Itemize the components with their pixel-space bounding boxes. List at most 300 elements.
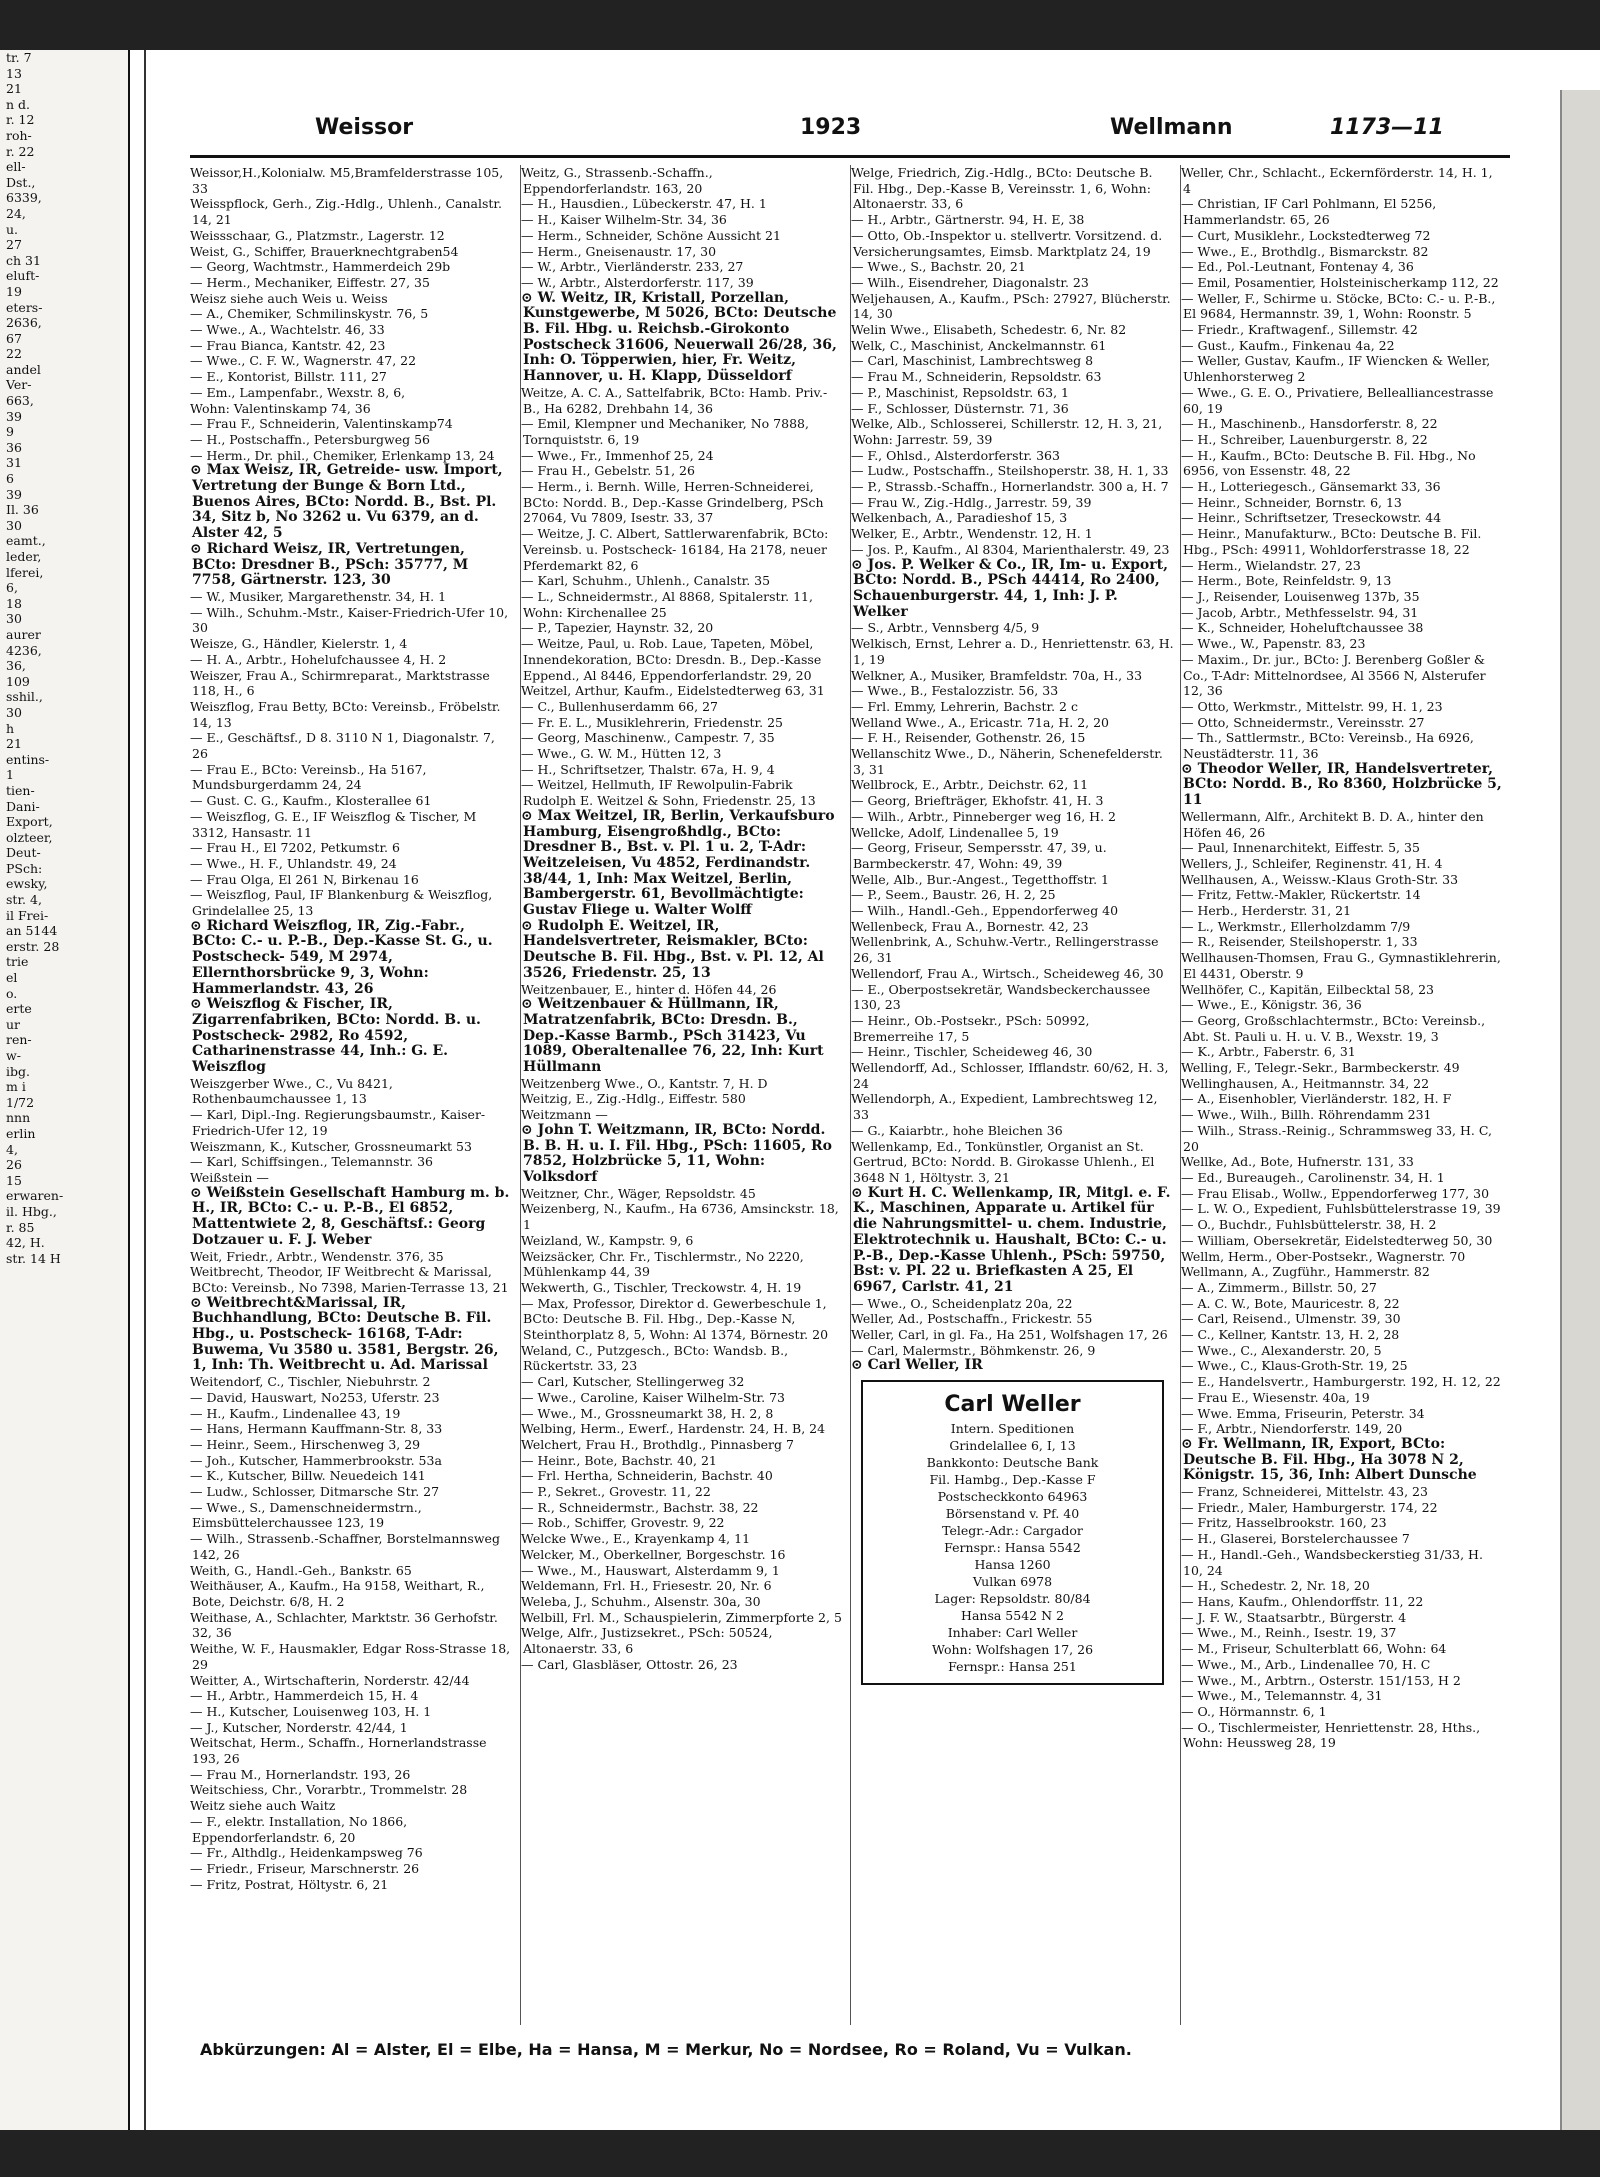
directory-entry: — Em., Lampenfabr., Wexstr. 8, 6, [190,384,406,400]
directory-entry: Weitzner, Chr., Wäger, Repsoldstr. 45 [521,1185,756,1201]
left-page-fragment-line: str. 14 H [6,1250,61,1266]
directory-entry: — Carl, Glasbläser, Ottostr. 26, 23 [521,1656,738,1672]
directory-entry: Wellhausen-Thomsen, Frau G., Gymnastiklehrerin, El 4431, Oberstr. 9 [1181,950,1501,981]
directory-entry: — Heinr., Schriftsetzer, Treseckowstr. 44 [1181,510,1442,526]
directory-entry: Weist, G., Schiffer, Brauerknechtgraben54 [190,243,459,259]
directory-entry: — Carl, Maschinist, Lambrechtsweg 8 [851,353,1094,369]
left-page-fragment-line: sshil., [6,689,43,705]
directory-entry: Welling, F., Telegr.-Sekr., Barmbeckerstr. 49 [1181,1060,1460,1076]
directory-entry: — Herm., Gneisenaustr. 17, 30 [521,243,717,259]
left-page-fragment-line: erstr. 28 [6,938,60,954]
directory-entry: Welke, Alb., Schlosserei, Schillerstr. 12, H. 3, 21, Wohn: Jarrestr. 59, 39 [851,416,1163,447]
advertisement-title: Carl Weller [944,1392,1081,1418]
directory-entry: — W., Arbtr., Vierländerstr. 233, 27 [521,259,744,275]
directory-columns [190,165,1510,2025]
directory-entry: — Wwe., Caroline, Kaiser Wilhelm-Str. 73 [521,1389,785,1405]
directory-entry: ⊙ Richard Weisz, IR, Vertretungen, BCto: Dresdner B., PSch: 35777, M 7758, Gärtnerstr. 123, 30 [190,540,469,589]
directory-entry: ⊙ Carl Weller, IR [851,1357,983,1374]
directory-entry: — Friedr., Friseur, Marschnerstr. 26 [190,1860,420,1876]
directory-entry: — Wwe., W., Papenstr. 83, 23 [1181,636,1366,652]
left-page-fragment-line: ewsky, [6,876,48,892]
advertisement-line: Fernspr.: Hansa 5542 [944,1540,1081,1556]
left-page-fragment-line: tien- [6,782,35,798]
directory-entry: — Joh., Kutscher, Hammerbrookstr. 53a [190,1452,442,1468]
directory-entry: — Th., Sattlermstr., BCto: Vereinsb., Ha 6926, Neustädterstr. 11, 36 [1181,730,1474,762]
left-page-fragment-line: 39 [6,408,22,424]
left-page-fragment-line: 2636, [6,315,42,331]
header-left-keyword: Weissor [315,115,414,140]
left-page-fragment-line: erte [6,1001,32,1017]
directory-entry: — Georg, Friseur, Sempersstr. 47, 39, u. Barmbeckerstr. 47, Wohn: 49, 39 [851,840,1107,871]
directory-entry: Weller, Carl, in gl. Fa., Ha 251, Wolfshagen 17, 26 [851,1327,1168,1343]
left-page-fragment-line: Ver- [6,377,32,393]
directory-entry: ⊙ Rudolph E. Weitzel, IR, Handelsvertreter, Reismakler, BCto: Deutsche B. Fil. Hbg., Bst. v. Pl. 12, Al 3526, Friedenstr. 25, 13 [521,917,824,981]
directory-entry: — Herm., Wielandstr. 27, 23 [1181,557,1361,573]
left-page-fragment-line: ch 31 [6,252,41,268]
directory-entry: — Georg, Großschlachtermstr., BCto: Vereinsb., Abt. St. Pauli u. H. u. V. B., Wexstr. 19, 3 [1181,1012,1486,1044]
left-page-fragment-line: 42, H. [6,1235,45,1251]
directory-entry: Wellenbrink, A., Schuhw.-Vertr., Rellingerstrasse 26, 31 [851,934,1159,966]
directory-entry: ⊙ Fr. Wellmann, IR, Export, BCto: Deutsche B. Fil. Hbg., Ha 3078 N 2, Königstr. 15, 36, Inh: Albert Dunsche [1181,1435,1477,1484]
directory-entry: — Jos. P., Kaufm., Al 8304, Marienthalerstr. 49, 23 [851,541,1170,557]
left-page-fragment-line: Dani- [6,798,40,814]
directory-entry: — H., Glaserei, Borstelerchaussee 7 [1181,1531,1410,1547]
advertisement-line: Postscheckkonto 64963 [937,1489,1088,1505]
advertisement-line: Intern. Speditionen [950,1421,1075,1437]
directory-entry: — A., Zimmerm., Billstr. 50, 27 [1181,1279,1377,1295]
directory-entry: Weithase, A., Schlachter, Marktstr. 36 Gerhofstr. 32, 36 [190,1609,498,1641]
directory-entry: — Max, Professor, Direktor d. Gewerbeschule 1, BCto: Deutsche B. Fil. Hbg., Dep.-Kasse N, Steinthorplatz 8, 5, Wohn: Al 1374, Börnestr. 20 [521,1295,829,1343]
left-page-fragment-line: tr. 7 [6,50,32,65]
directory-entry: — Georg, Briefträger, Ekhofstr. 41, H. 3 [851,793,1104,809]
directory-entry: — Wwe., M., Telemannstr. 4, 31 [1181,1688,1383,1704]
left-page-fragment-line: nnn [6,1110,31,1126]
directory-entry: — Herm., Mechaniker, Eiffestr. 27, 35 [190,274,430,290]
left-page-fragment-line: o. [6,985,18,1001]
directory-entry: — Wwe., G. W. M., Hütten 12, 3 [521,746,722,762]
directory-entry: Wellendorff, Ad., Schlosser, Ifflandstr. 60/62, H. 3, 24 [851,1060,1169,1091]
directory-entry: — Weller, F., Schirme u. Stöcke, BCto: C.- u. P.-B., El 9684, Hermannstr. 39, 1, Wohn: Roonstr. 5 [1181,290,1496,322]
directory-entry: Weleba, J., Schuhm., Alsenstr. 30a, 30 [521,1593,761,1609]
directory-entry: — Wilh., Strassenb.-Schaffner, Borstelmannsweg 142, 26 [190,1531,500,1562]
directory-entry: — Wilh., Strass.-Reinig., Schrammsweg 33, H. C, 20 [1181,1122,1492,1154]
directory-entry: Wellcke, Adolf, Lindenallee 5, 19 [851,824,1059,840]
page-number: 1173—11 [1330,115,1444,140]
directory-entry: — Wwe., C. F. W., Wagnerstr. 47, 22 [190,353,417,369]
directory-entry: — Frau W., Zig.-Hdlg., Jarrestr. 59, 39 [851,494,1092,510]
directory-entry: — J. F. W., Staatsarbtr., Bürgerstr. 4 [1181,1609,1407,1625]
directory-entry: ⊙ Max Weitzel, IR, Berlin, Verkaufsburo Hamburg, Eisengroßhdlg., BCto: Dresdner B., Bst. v. Pl. 1 u. 2, T-Adr: Weitzeleisen, Vu 4852, Ferdinandstr. 38/44, 1, Inh: Max Weitzel, Berlin, Bambergerstr. 61, Bevollmächtigte: Gustav Fliege u. Walter Wolff [521,807,835,919]
advertisement-line: Fil. Hambg., Dep.-Kasse F [929,1472,1096,1488]
directory-entry: — Wwe., E., Brothdlg., Bismarckstr. 82 [1181,243,1429,259]
directory-entry: Weissor,H.,Kolonialw. M5,Bramfelderstrasse 105, 33 [190,165,504,196]
directory-entry: — Wilh., Handl.-Geh., Eppendorferweg 40 [851,903,1119,919]
directory-entry: — J., Reisender, Louisenweg 137b, 35 [1181,588,1420,604]
directory-entry: — William, Obersekretär, Eidelstedterweg 50, 30 [1181,1232,1493,1248]
directory-entry: — E., Oberpostsekretär, Wandsbeckerchaussee 130, 23 [851,981,1151,1013]
directory-entry: Weitzmann — [521,1107,608,1123]
directory-entry: Weitschat, Herm., Schaffn., Hornerlandstrasse 193, 26 [190,1735,487,1767]
directory-entry: — Frau Elisab., Wollw., Eppendorferweg 177, 30 [1181,1185,1490,1201]
directory-entry: — K., Kutscher, Billw. Neuedeich 141 [190,1468,426,1484]
column-4 [1180,165,1504,2025]
directory-entry: Weiszmann, K., Kutscher, Grossneumarkt 53 [190,1138,472,1154]
advertisement-line: Hansa 5542 N 2 [961,1608,1064,1624]
directory-entry: — Wwe., M., Hauswart, Alsterdamm 9, 1 [521,1562,780,1578]
directory-entry: Weithäuser, A., Kaufm., Ha 9158, Weithart, R., Bote, Deichstr. 6/8, H. 2 [190,1578,485,1609]
left-page-fragment-line: 30 [6,517,22,533]
directory-entry: — Wwe., E., Königstr. 36, 36 [1181,997,1362,1013]
left-page-fragment-line: 663, [6,393,34,409]
directory-entry: Wellendorph, A., Expedient, Lambrechtsweg 12, 33 [851,1091,1158,1123]
left-page-fragment-line: 27 [6,237,22,253]
left-page-fragment-line: r. 12 [6,112,35,128]
directory-entry: — Heinr., Bote, Bachstr. 40, 21 [521,1452,717,1468]
directory-entry: Welkisch, Ernst, Lehrer a. D., Henriettenstr. 63, H. 1, 19 [851,636,1174,667]
directory-entry: Weiszgerber Wwe., C., Vu 8421, Rothenbaumchaussee 1, 13 [190,1075,393,1107]
directory-entry: Weisspflock, Gerh., Zig.-Hdlg., Uhlenh., Canalstr. 14, 21 [190,196,503,228]
left-page-fragment-line: m i [6,1079,26,1095]
directory-entry: — H., Kaufm., BCto: Deutsche B. Fil. Hbg., No 6956, von Essenstr. 48, 22 [1181,447,1476,479]
directory-entry: — Wilh., Eisendreher, Diagonalstr. 23 [851,274,1089,290]
advertisement-line: Hansa 1260 [974,1557,1051,1573]
directory-entry: — Herb., Herderstr. 31, 21 [1181,903,1352,919]
directory-entry: — H., Kutscher, Louisenweg 103, H. 1 [190,1703,432,1719]
directory-entry: — P., Strassb.-Schaffn., Hornerlandstr. 300 a, H. 7 [851,479,1169,495]
directory-entry: — W., Arbtr., Alsterdorferstr. 117, 39 [521,274,754,290]
directory-entry: — Wwe., C., Alexanderstr. 20, 5 [1181,1342,1382,1358]
directory-entry: — A., Eisenhobler, Vierländerstr. 182, H. F [1181,1091,1452,1107]
directory-entry: ⊙ W. Weitz, IR, Kristall, Porzellan, Kunstgewerbe, M 5026, BCto: Deutsche B. Fil. Hbg. u. Reichsb.-Girokonto Postscheck 31606, Neuerwall 26/28, 36, Inh: O. Töpperwien, hier, Fr. Weitz, Hannover, u. H. Klapp, Düsseldorf [521,289,837,385]
left-page-fragment-line: trie [6,954,29,970]
left-page-fragment [0,50,131,2130]
column-3 [850,165,1174,2025]
directory-entry: — Wwe., S., Damenschneidermstrn., Eimsbüttelerchaussee 123, 19 [190,1499,422,1531]
directory-entry: — Frl. Hertha, Schneiderin, Bachstr. 40 [521,1468,773,1484]
left-page-fragment-line: Export, [6,814,53,830]
directory-entry: — H., Kaufm., Lindenallee 43, 19 [190,1405,401,1421]
directory-entry: — F., Ohlsd., Alsterdorferstr. 363 [851,447,1060,463]
directory-entry: — Frau H., Gebelstr. 51, 26 [521,463,695,479]
directory-entry: — Carl, Malermstr., Böhmkenstr. 26, 9 [851,1342,1096,1358]
directory-entry: — O., Tischlermeister, Henriettenstr. 28, Hths., Wohn: Heussweg 28, 19 [1181,1719,1481,1751]
directory-entry: — C., Kellner, Kantstr. 13, H. 2, 28 [1181,1327,1400,1343]
directory-entry: — H., Handl.-Geh., Wandsbeckerstieg 31/33, H. 10, 24 [1181,1546,1483,1578]
left-page-fragment-line: 6, [6,580,18,596]
left-page-fragment-line: el [6,970,18,986]
directory-entry: — H., Schreiber, Lauenburgerstr. 8, 22 [1181,431,1428,447]
directory-entry: Weitschiess, Chr., Vorarbtr., Trommelstr. 28 [190,1782,468,1798]
directory-entry: — Herm., Dr. phil., Chemiker, Erlenkamp 13, 24 [190,447,495,463]
advertisement-line: Fernspr.: Hansa 251 [948,1659,1077,1675]
directory-entry: — Wwe., C., Klaus-Groth-Str. 19, 25 [1181,1358,1408,1374]
directory-entry: — H., Lotteriegesch., Gänsemarkt 33, 36 [1181,479,1441,495]
directory-entry: — P., Maschinist, Repsoldstr. 63, 1 [851,384,1069,400]
directory-entry: Weldemann, Frl. H., Friesestr. 20, Nr. 6 [521,1578,772,1594]
directory-entry: — Frl. Emmy, Lehrerin, Bachstr. 2 c [851,698,1078,714]
left-page-fragment-line: ur [6,1016,21,1032]
directory-entry: — Hans, Kaufm., Ohlendorffstr. 11, 22 [1181,1593,1424,1609]
column-1 [190,165,513,2025]
directory-entry: — Otto, Schneidermstr., Vereinsstr. 27 [1181,714,1425,730]
directory-entry: Wellendorf, Frau A., Wirtsch., Scheideweg 46, 30 [851,965,1164,981]
directory-entry: — Wwe. Emma, Friseurin, Peterstr. 34 [1181,1405,1425,1421]
directory-entry: Weller, Chr., Schlacht., Eckernförderstr. 14, H. 1, 4 [1181,165,1493,196]
directory-entry: — F. H., Reisender, Gothenstr. 26, 15 [851,730,1086,746]
directory-entry: — L., Werkmstr., Ellerholzdamm 7/9 [1181,918,1411,934]
directory-entry: ⊙ Weitzenbauer & Hüllmann, IR, Matratzenfabrik, BCto: Dresdn. B., Dep.-Kasse Barmb., PSch 31423, Vu 1089, Oberaltenallee 76, 22, Inh: Kurt Hüllmann [521,996,824,1076]
left-page-fragment-line: ren- [6,1032,32,1048]
directory-entry: Wellhöfer, C., Kapitän, Eilbecktal 58, 23 [1181,981,1434,997]
page-header [180,115,1515,155]
directory-entry: — S., Arbtr., Vennsberg 4/5, 9 [851,620,1040,636]
directory-entry: — F., Arbtr., Niendorferstr. 149, 20 [1181,1421,1403,1437]
directory-entry: — Heinr., Manufakturw., BCto: Deutsche B. Fil. Hbg., PSch: 49911, Wohldorferstrasse 18, 22 [1181,526,1482,557]
directory-entry: — Ed., Pol.-Leutnant, Fontenay 4, 36 [1181,259,1414,275]
directory-entry: Wellermann, Alfr., Architekt B. D. A., hinter den Höfen 46, 26 [1181,808,1484,840]
left-page-fragment-line: str. 4, [6,892,42,908]
directory-entry: Welchert, Frau H., Brothdlg., Pinnasberg 7 [521,1436,794,1452]
directory-entry: — Christian, IF Carl Pohlmann, El 5256, Hammerlandstr. 65, 26 [1181,196,1437,228]
directory-entry: — Carl, Kutscher, Stellingerweg 32 [521,1374,745,1390]
directory-entry: — Heinr., Tischler, Scheideweg 46, 30 [851,1044,1093,1060]
advertisement-box [861,1380,1164,1685]
directory-entry: — J., Kutscher, Norderstr. 42/44, 1 [190,1719,408,1735]
directory-entry: — C., Bullenhuserdamm 66, 27 [521,698,718,714]
directory-entry: — H., Postschaffn., Petersburgweg 56 [190,431,430,447]
directory-entry: — Rob., Schiffer, Grovestr. 9, 22 [521,1515,725,1531]
directory-entry: — Curt, Musiklehr., Lockstedterweg 72 [1181,227,1431,243]
directory-entry: — Ludw., Schlosser, Ditmarsche Str. 27 [190,1484,440,1500]
directory-entry: Weiszer, Frau A., Schirmreparat., Marktstrasse 118, H., 6 [190,667,490,699]
directory-entry: — Fr., Althdlg., Heidenkampsweg 76 [190,1845,423,1861]
directory-entry: — Ed., Bureaugeh., Carolinenstr. 34, H. 1 [1181,1170,1445,1185]
directory-entry: — Wilh., Arbtr., Pinneberger weg 16, H. 2 [851,808,1116,824]
left-page-fragment-line: 19 [6,283,22,299]
directory-entry: — Friedr., Maler, Hamburgerstr. 174, 22 [1181,1499,1438,1515]
left-page-fragment-line: il Frei- [6,907,49,923]
directory-entry: — H., Arbtr., Hammerdeich 15, H. 4 [190,1688,419,1704]
directory-entry: — G., Kaiarbtr., hohe Bleichen 36 [851,1122,1063,1138]
directory-entry: — Frau Olga, El 261 N, Birkenau 16 [190,871,419,887]
directory-entry: — H., Kaiser Wilhelm-Str. 34, 36 [521,212,727,228]
directory-entry: — E., Kontorist, Billstr. 111, 27 [190,369,387,385]
directory-entry: — Heinr., Ob.-Postsekr., PSch: 50992, Bremerreihe 17, 5 [851,1012,1090,1044]
scanned-sheet [0,50,1600,2130]
directory-entry: — Frau M., Schneiderin, Repsoldstr. 63 [851,369,1102,385]
left-page-fragment-line: h [6,720,15,736]
advertisement-line: Lager: Repsoldstr. 80/84 [934,1591,1091,1607]
left-page-fragment-line: 6339, [6,190,42,206]
directory-entry: — Fritz, Postrat, Höltystr. 6, 21 [190,1876,389,1892]
directory-entry: Welge, Alfr., Justizsekret., PSch: 50524, Altonaerstr. 33, 6 [521,1625,773,1657]
directory-entry: — O., Hörmannstr. 6, 1 [1181,1703,1327,1719]
directory-entry: — H., Schriftsetzer, Thalstr. 67a, H. 9, 4 [521,761,775,777]
directory-entry: — P., Tapezier, Haynstr. 32, 20 [521,620,714,636]
left-page-fragment-line: 30 [6,611,22,627]
directory-entry: Weitzenberg Wwe., O., Kantstr. 7, H. D [521,1075,768,1091]
column-2 [520,165,844,2025]
directory-entry: — Weitze, Paul, u. Rob. Laue, Tapeten, Möbel, Innendekoration, BCto: Dresdn. B., Dep.-Kasse Eppend., Al 8446, Eppendorferlandstr. 29, 20 [521,636,822,683]
directory-entry: ⊙ Jos. P. Welker & Co., IR, Im- u. Export, BCto: Nordd. B., PSch 44414, Ro 2400, Schauenburgerstr. 44, 1, Inh: J. P. Welker [851,556,1168,620]
advertisement-line: Bankkonto: Deutsche Bank [926,1455,1099,1471]
left-page-fragment-line: entins- [6,751,50,767]
left-page-fragment-line: ell- [6,159,26,175]
directory-entry: Wekwerth, G., Tischler, Treckowstr. 4, H. 19 [521,1279,802,1295]
left-page-fragment-line: leder, [6,549,42,564]
directory-entry: — Franz, Schneiderei, Mittelstr. 43, 23 [1181,1484,1428,1500]
directory-entry: — Gust. C. G., Kaufm., Klosterallee 61 [190,793,432,809]
left-page-fragment-line: 36 [6,439,22,455]
directory-entry: — Weiszflog, Paul, IF Blankenburg & Weiszflog, Grindelallee 25, 13 [190,887,493,919]
directory-entry: Welle, Alb., Bur.-Angest., Tegetthoffstr. 1 [851,871,1109,887]
left-page-fragment-line: eluft- [6,268,40,284]
directory-entry: Wellers, J., Schleifer, Reginenstr. 41, H. 4 [1181,855,1443,871]
left-page-fragment-line: 36, [6,658,26,674]
directory-entry: ⊙ Max Weisz, IR, Getreide- usw. Import, Vertretung der Bunge & Born Ltd., Buenos Aires, BCto: Nordd. B., Bst. Pl. 34, Sitz b, No 3262 u. Vu 6379, an d. Alster 42, 5 [190,462,503,542]
directory-entry: — Wwe., Wilh., Billh. Röhrendamm 231 [1181,1107,1432,1123]
directory-entry: Weizenberg, N., Kaufm., Ha 6736, Amsinckstr. 18, 1 [521,1201,839,1233]
left-page-fragment-line: roh- [6,127,32,143]
directory-entry: Welin Wwe., Elisabeth, Schedestr. 6, Nr. 82 [851,322,1127,338]
left-page-fragment-line: erlin [6,1125,36,1141]
directory-entry: Welbing, Herm., Ewerf., Hardenstr. 24, H. B, 24 [521,1421,826,1437]
directory-entry: — Emil, Klempner und Mechaniker, No 7888, Tornquiststr. 6, 19 [521,416,809,447]
directory-entry: — E., Geschäftsf., D 8. 3110 N 1, Diagonalstr. 7, 26 [190,730,495,762]
directory-entry: Weljehausen, A., Kaufm., PSch: 27927, Blücherstr. 14, 30 [851,290,1171,322]
directory-entry: — H. A., Arbtr., Hohelufchaussee 4, H. 2 [190,651,447,667]
left-page-fragment-line: 9 [6,424,14,440]
directory-entry: Welland Wwe., A., Ericastr. 71a, H. 2, 20 [851,714,1110,730]
directory-entry: — Georg, Wachtmstr., Hammerdeich 29b [190,259,451,275]
left-page-fragment-line: andel [6,361,41,377]
directory-entry: Wellbrock, E., Arbtr., Deichstr. 62, 11 [851,777,1089,793]
directory-entry: — Herm., Schneider, Schöne Aussicht 21 [521,227,781,243]
directory-entry: Weitze, A. C. A., Sattelfabrik, BCto: Hamb. Priv.-B., Ha 6282, Drehbahn 14, 36 [521,384,828,416]
directory-entry: — Fritz, Hasselbrookstr. 160, 23 [1181,1515,1387,1531]
directory-entry: ⊙ Theodor Weller, IR, Handelsvertreter, BCto: Nordd. B., Ro 8360, Holzbrücke 5, 11 [1181,760,1502,809]
header-right-keyword: Wellmann [1110,115,1233,140]
left-page-fragment-line: 4236, [6,642,42,658]
directory-entry: — Emil, Posamentier, Holsteinischerkamp 112, 22 [1181,274,1499,290]
directory-entry: — Otto, Ob.-Inspektor u. stellvertr. Vorsitzend. d. Versicherungsamtes, Eimsb. Marktplatz 24, 19 [851,227,1163,259]
left-page-fragment-line: 22 [6,346,22,362]
directory-entry: — Jacob, Arbtr., Methfesselstr. 94, 31 [1181,604,1419,620]
directory-entry: — David, Hauswart, No253, Uferstr. 23 [190,1389,440,1405]
directory-entry: — Weitzel, Hellmuth, IF Rewolpulin-Fabrik Rudolph E. Weitzel & Sohn, Friedenstr. 25, 13 [521,777,816,809]
directory-entry: — F., Schlosser, Düsternstr. 71, 36 [851,400,1069,416]
advertisement-line: Wohn: Wolfshagen 17, 26 [931,1642,1094,1658]
directory-entry: — Weiszflog, G. E., IF Weiszflog & Tischer, M 3312, Hansastr. 11 [190,808,477,840]
directory-entry: — Wwe., O., Scheidenplatz 20a, 22 [851,1295,1073,1311]
directory-entry: Weitz siehe auch Waitz [190,1798,336,1814]
directory-entry: — H., Arbtr., Gärtnerstr. 94, H. E, 38 [851,212,1085,228]
left-page-fragment-line: erwaren- [6,1188,64,1204]
left-page-fragment-line: 6 [6,471,14,487]
directory-entry: — Wilh., Schuhm.-Mstr., Kaiser-Friedrich-Ufer 10, 30 [190,604,509,636]
left-page-fragment-line: 39 [6,486,22,502]
left-page-fragment-line: Deut- [6,845,41,861]
directory-entry: ⊙ Weißstein Gesellschaft Hamburg m. b. H., IR, BCto: C.- u. P.-B., El 6852, Mattentwiete 2, 8, Geschäftsf.: Georg Dotzauer u. F. J. Weber [190,1184,510,1248]
left-page-fragment-line: 31 [6,455,22,471]
directory-entry: — Wwe., M., Reinh., Isestr. 19, 37 [1181,1625,1397,1641]
directory-entry: — Hans, Hermann Kauffmann-Str. 8, 33 [190,1421,443,1437]
directory-entry: Wellanschitz Wwe., D., Näherin, Schenefelderstr. 3, 31 [851,746,1163,777]
directory-entry: Welcker, M., Oberkellner, Borgeschstr. 16 [521,1546,786,1562]
abbreviations-footer: Abkürzungen: Al = Alster, El = Elbe, Ha = Hansa, M = Merkur, No = Nordsee, Ro = Roland, Vu = Vulkan. [200,2040,1132,2059]
left-page-fragment-line: 26 [6,1157,22,1173]
directory-entry: Weithe, W. F., Hausmakler, Edgar Ross-Strasse 18, 29 [190,1641,511,1672]
directory-entry: — Weitze, J. C. Albert, Sattlerwarenfabrik, BCto: Vereinsb. u. Postscheck- 16184, Ha 2178, neuer Pferdemarkt 82, 6 [521,526,829,573]
left-page-fragment-line: lferei, [6,564,44,580]
directory-entry: Weizland, W., Kampstr. 9, 6 [521,1232,694,1248]
left-page-fragment-line: il. Hbg., [6,1203,57,1219]
directory-entry: Weitter, A., Wirtschafterin, Norderstr. 42/44 [190,1672,470,1688]
directory-entry: Wellm, Herm., Ober-Postsekr., Wagnerstr. 70 [1181,1248,1466,1264]
directory-entry: — Karl, Schuhm., Uhlenh., Canalstr. 35 [521,573,771,589]
left-page-fragment-line: 67 [6,330,22,346]
directory-entry: — Wwe., M., Arbtrn., Osterstr. 151/153, H 2 [1181,1672,1461,1688]
directory-entry: — Maxim., Dr. jur., BCto: J. Berenberg Goßler & Co., T-Adr: Mittelnordsee, Al 3566 N, Alsterufer 12, 36 [1181,651,1486,699]
directory-entry: — Otto, Werkmstr., Mittelstr. 99, H. 1, 23 [1181,698,1443,714]
directory-entry: — Heinr., Seem., Hirschenweg 3, 29 [190,1436,421,1452]
directory-entry: — F., elektr. Installation, No 1866, Eppendorferlandstr. 6, 20 [190,1813,408,1845]
directory-entry: — H., Hausdien., Lübeckerstr. 47, H. 1 [521,196,767,212]
left-page-fragment-line: 21 [6,736,22,752]
left-page-fragment-line: eters- [6,299,43,315]
directory-entry: — Wwe., B., Festalozzistr. 56, 33 [851,683,1059,699]
directory-entry: Weißstein — [190,1170,269,1185]
left-page-fragment-line: 21 [6,81,22,97]
directory-entry: — P., Seem., Baustr. 26, H. 2, 25 [851,887,1056,903]
left-page-fragment-line: 30 [6,704,22,720]
left-page-fragment-line: u. [6,221,19,237]
directory-entry: Welge, Friedrich, Zig.-Hdlg., BCto: Deutsche B. Fil. Hbg., Dep.-Kasse B, Vereinsstr. 1, 6, Wohn: Altonaerstr. 33, 6 [851,165,1153,212]
directory-entry: Weisze, G., Händler, Kielerstr. 1, 4 [190,636,408,652]
directory-entry: — Wwe., M., Arb., Lindenallee 70, H. C [1181,1656,1431,1672]
directory-entry: Welkenbach, A., Paradieshof 15, 3 [851,510,1068,526]
directory-entry: — Wwe., G. E. O., Privatiere, Bellealliancestrasse 60, 19 [1181,384,1494,416]
directory-entry: — Frau E., Wiesenstr. 40a, 19 [1181,1389,1370,1405]
directory-entry: — Wwe., A., Wachtelstr. 46, 33 [190,322,385,338]
left-page-fragment-line: Il. 36 [6,502,39,518]
directory-entry: Wellenkamp, Ed., Tonkünstler, Organist an St. Gertrud, BCto: Nordd. B. Girokasse Uhlenh., El 3648 N 1, Höltystr. 3, 21 [851,1138,1155,1185]
directory-entry: Wohn: Valentinskamp 74, 36 [190,400,371,416]
directory-entry: Wellhausen, A., Weissw.-Klaus Groth-Str. 33 [1181,871,1459,887]
left-page-fragment-line: eamt., [6,533,46,549]
directory-entry: Welbill, Frl. M., Schauspielerin, Zimmerpforte 2, 5 [521,1609,842,1625]
directory-entry: Weller, Ad., Postschaffn., Frickestr. 55 [851,1311,1093,1327]
directory-entry: — Carl, Reisend., Ulmenstr. 39, 30 [1181,1311,1401,1327]
directory-entry: — Frau E., BCto: Vereinsb., Ha 5167, Mundsburgerdamm 24, 24 [190,761,427,793]
directory-entry: — L. W. O., Expedient, Fuhlsbüttelerstrasse 19, 39 [1181,1201,1501,1217]
directory-entry: — Frau Bianca, Kantstr. 42, 23 [190,337,386,353]
directory-entry: — M., Friseur, Schulterblatt 66, Wohn: 64 [1181,1641,1447,1657]
directory-entry: Weith, G., Handl.-Geh., Bankstr. 65 [190,1562,412,1578]
advertisement-line: Telegr.-Adr.: Cargador [942,1523,1083,1539]
directory-entry: — H., Schedestr. 2, Nr. 18, 20 [1181,1578,1370,1594]
left-page-fragment-line: 1 [6,767,14,783]
left-page-fragment-line: Dst., [6,174,36,190]
directory-entry: — Ludw., Postschaffn., Steilshoperstr. 38, H. 1, 33 [851,463,1169,479]
left-page-fragment-line: r. 22 [6,143,35,159]
directory-entry: Weitzenbauer, E., hinter d. Höfen 44, 26 [521,981,777,997]
directory-entry: — Heinr., Schneider, Bornstr. 6, 13 [1181,494,1402,510]
directory-entry: Weiszflog, Frau Betty, BCto: Vereinsb., Fröbelstr. 14, 13 [190,698,501,730]
directory-entry: Weitzel, Arthur, Kaufm., Eidelstedterweg 63, 31 [521,683,825,699]
directory-entry: — H., Maschinenb., Hansdorferstr. 8, 22 [1181,416,1438,432]
directory-entry: Weitbrecht, Theodor, IF Weitbrecht & Marissal, BCto: Vereinsb., No 7398, Marien-Terrasse 13, 21 [190,1264,509,1295]
